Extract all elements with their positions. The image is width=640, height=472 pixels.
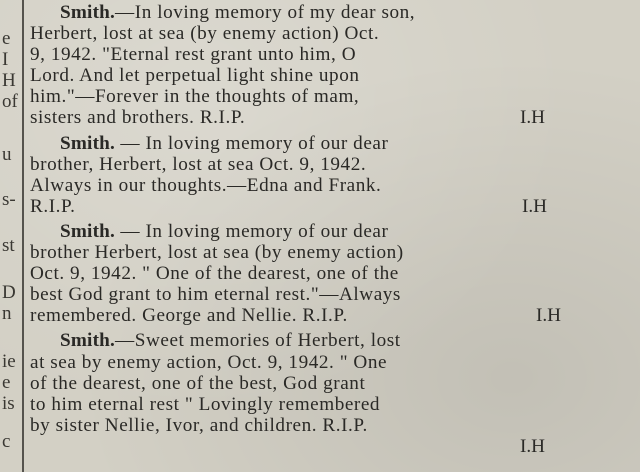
notice-line: Lord. And let perpetual light shine upon — [30, 65, 360, 87]
margin-letter: of — [2, 91, 18, 112]
notice-name: Smith. — [60, 132, 116, 154]
memorial-notice — [30, 330, 630, 457]
notice-signoff — [30, 436, 630, 457]
notice-line: 9, 1942. "Eternal rest grant unto him, O — [30, 44, 357, 66]
margin-letter: ie — [2, 351, 16, 372]
notice-line: of the dearest, one of the best, God grant — [30, 372, 366, 394]
notice-line — [30, 330, 630, 351]
notice-line: sisters and brothers. R.I.P. — [30, 107, 246, 129]
margin-letter: I — [2, 49, 9, 70]
margin-letter: u — [2, 144, 12, 165]
notice-line: him."—Forever in the thoughts of mam, — [30, 86, 360, 108]
notice-initials: I.H — [520, 435, 546, 457]
notice-text: — In loving memory of our dear — [115, 132, 389, 154]
memorial-notice — [30, 2, 630, 129]
notice-line: Oct. 9, 1942. " One of the dearest, one of the — [30, 263, 399, 285]
notice-line: R.I.P. — [30, 195, 76, 217]
notice-signoff — [30, 196, 630, 217]
margin-letter: st — [2, 235, 15, 256]
margin-letter: e — [2, 28, 11, 49]
notice-line: to him eternal rest " Lovingly remembered — [30, 393, 381, 415]
notice-line — [30, 2, 630, 23]
notice-line: at sea by enemy action, Oct. 9, 1942. " One — [30, 351, 388, 373]
death-notices-column — [30, 2, 630, 461]
margin-letter: n — [2, 303, 12, 324]
notice-name: Smith. — [60, 330, 116, 352]
memorial-notice — [30, 133, 630, 217]
notice-initials: I.H — [536, 305, 562, 327]
notice-line: brother Herbert, lost at sea (by enemy action) — [30, 242, 404, 264]
notice-signoff — [30, 107, 630, 128]
notice-line: remembered. George and Nellie. R.I.P. — [30, 305, 348, 327]
notice-signoff — [30, 305, 630, 326]
notice-name: Smith. — [60, 220, 116, 242]
notice-text: —Sweet memories of Herbert, lost — [115, 330, 401, 352]
margin-letter: s- — [2, 189, 16, 210]
adjacent-column-fragment — [0, 0, 20, 472]
margin-letter: H — [2, 70, 16, 91]
notice-line: Always in our thoughts.—Edna and Frank. — [30, 174, 382, 196]
notice-initials: I.H — [522, 195, 548, 217]
notice-name: Smith. — [60, 2, 116, 23]
notice-line: by sister Nellie, Ivor, and children. R.I.P. — [30, 414, 368, 436]
margin-letter: e — [2, 372, 11, 393]
column-rule — [22, 0, 24, 472]
notice-text: —In loving memory of my dear son, — [115, 2, 416, 23]
notice-line: Herbert, lost at sea (by enemy action) Oct. — [30, 23, 380, 45]
margin-letter: c — [2, 431, 11, 452]
notice-text: — In loving memory of our dear — [115, 220, 389, 242]
notice-initials: I.H — [520, 107, 546, 129]
margin-letter: is — [2, 393, 15, 414]
notice-line: brother, Herbert, lost at sea Oct. 9, 1942. — [30, 153, 367, 175]
notice-line — [30, 133, 630, 154]
notice-line — [30, 221, 630, 242]
notice-line: best God grant to him eternal rest."—Always — [30, 284, 401, 306]
memorial-notice — [30, 221, 630, 326]
margin-letter: D — [2, 282, 16, 303]
